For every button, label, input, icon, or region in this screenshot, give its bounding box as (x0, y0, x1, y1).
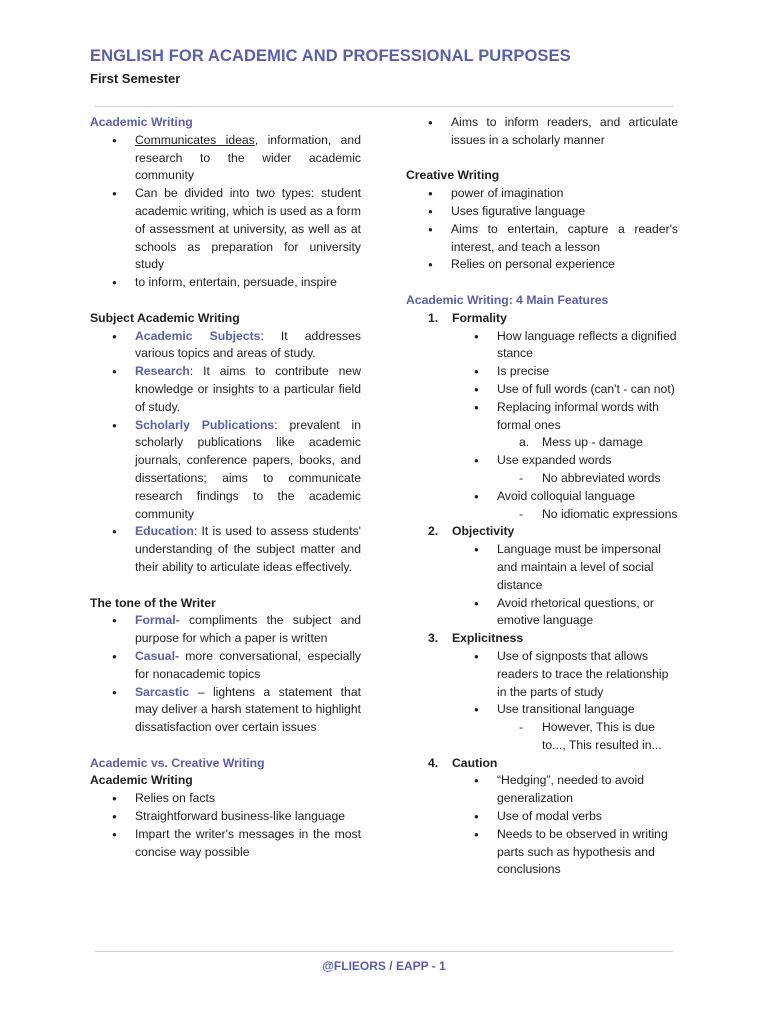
subject-academic-writing-heading: Subject Academic Writing (90, 310, 240, 325)
document-subtitle: First Semester (90, 71, 181, 86)
list-item: ● Avoid colloquial language (406, 488, 678, 506)
footer-divider (95, 951, 673, 952)
keyword: Academic Subjects (135, 328, 261, 343)
list-item: ● Use of full words (can't - can not) (406, 381, 678, 399)
list-item: ● Formal- compliments the subject and purpose for which a paper is written (90, 612, 361, 648)
sub-list-item: a. Mess up - damage (519, 435, 643, 450)
list-item: ● Language must be impersonal and maintain a level of social distance (406, 541, 678, 594)
explicitness-list (406, 648, 678, 755)
list-item: ● Relies on facts (90, 790, 361, 808)
feature-explicitness: 3. Explicitness (428, 631, 524, 646)
list-item: ● “Hedging”, needed to avoid generalization (406, 772, 678, 808)
list-item: ● Casual- more conversational, especially for nonacademic topics (90, 648, 361, 684)
list-item: ● Impart the writer's messages in the most concise way possible (90, 826, 361, 862)
keyword: Research (135, 364, 190, 379)
list-item: ● Uses figurative language (406, 203, 678, 221)
document-title: ENGLISH FOR ACADEMIC AND PROFESSIONAL PURPOSES (90, 47, 571, 65)
sub-list-item: - No idiomatic expressions (519, 506, 678, 521)
subject-list (90, 328, 361, 577)
keyword: Casual- (135, 648, 180, 663)
tone-heading: The tone of the Writer (90, 595, 216, 610)
keyword: Formal- (135, 613, 180, 628)
header-divider (95, 106, 673, 107)
page-footer: @FLIEORS / EAPP - 1 (322, 959, 446, 973)
list-item: ● Relies on personal experience (406, 256, 678, 274)
left-column (90, 114, 361, 861)
feature-objectivity: 2. Objectivity (428, 524, 515, 539)
academic-traits-list (90, 790, 361, 861)
academic-writing-heading: Academic Writing (90, 115, 193, 129)
academic-traits-continued (406, 114, 678, 150)
list-item: ● Replacing informal words with formal ones (406, 399, 678, 435)
tone-list (90, 612, 361, 737)
feature-formality: 1. Formality (428, 310, 507, 325)
main-features-heading: Academic Writing: 4 Main Features (406, 292, 609, 307)
keyword: Sarcastic (135, 684, 190, 699)
list-item: ● Academic Subjects: It addresses various topics and areas of study. (90, 328, 361, 364)
list-item: ● Research: It aims to contribute new knowledge or insights to a particular field of study. (90, 363, 361, 416)
list-item: ● Use transitional language (406, 701, 678, 719)
objectivity-list (406, 541, 678, 630)
list-item: ● Education: It is used to assess students' understanding of the subject matter and their ability to articulate ideas effectively. (90, 523, 361, 576)
creative-writing-heading: Creative Writing (406, 168, 500, 183)
list-item: ● Is precise (406, 363, 678, 381)
academic-writing-list (90, 132, 361, 292)
academic-writing-subheading: Academic Writing (90, 773, 193, 788)
caution-list (406, 772, 678, 879)
right-column (406, 114, 678, 879)
list-item: ● to inform, entertain, persuade, inspire (90, 274, 361, 292)
keyword: Scholarly Publications (135, 417, 275, 432)
feature-caution: 4. Caution (428, 755, 498, 770)
list-item: ● Use of modal verbs (406, 808, 678, 826)
underlined-phrase: Communicates ideas (135, 132, 255, 147)
list-item: ● Can be divided into two types: student academic writing, which is used as a form of assessment at university, as well as at schools as preparation for university study (90, 185, 361, 274)
sub-list-item: - However, This is due to..., This resulted in... (519, 720, 662, 752)
list-item: ● Sarcastic – lightens a statement that may deliver a harsh statement to highlight dissatisfaction over certain issues (90, 684, 361, 737)
list-item: ● Straightforward business-like language (90, 808, 361, 826)
list-item: ● power of imagination (406, 185, 678, 203)
list-item: ● Scholarly Publications: prevalent in scholarly publications like academic journals, conference papers, books, and dissertations; aims to communicate research findings to the academic community (90, 417, 361, 524)
sub-list-item: - No abbreviated words (519, 470, 661, 485)
list-item: ● Aims to inform readers, and articulate issues in a scholarly manner (406, 114, 678, 150)
creative-list (406, 185, 678, 274)
list-item: ● Aims to entertain, capture a reader's interest, and teach a lesson (406, 221, 678, 257)
list-item: ● Use expanded words (406, 452, 678, 470)
academic-vs-creative-heading: Academic vs. Creative Writing (90, 755, 265, 770)
list-item: ● Needs to be observed in writing parts such as hypothesis and conclusions (406, 826, 678, 879)
list-item: ● How language reflects a dignified stance (406, 328, 678, 364)
list-item: ● Avoid rhetorical questions, or emotive language (406, 595, 678, 631)
keyword: Education (135, 524, 194, 539)
list-item: ● Use of signposts that allows readers to trace the relationship in the parts of study (406, 648, 678, 701)
list-item (90, 132, 361, 185)
formality-list (406, 328, 678, 524)
list-item-text: , information, and research to the wider academic community (135, 132, 361, 183)
